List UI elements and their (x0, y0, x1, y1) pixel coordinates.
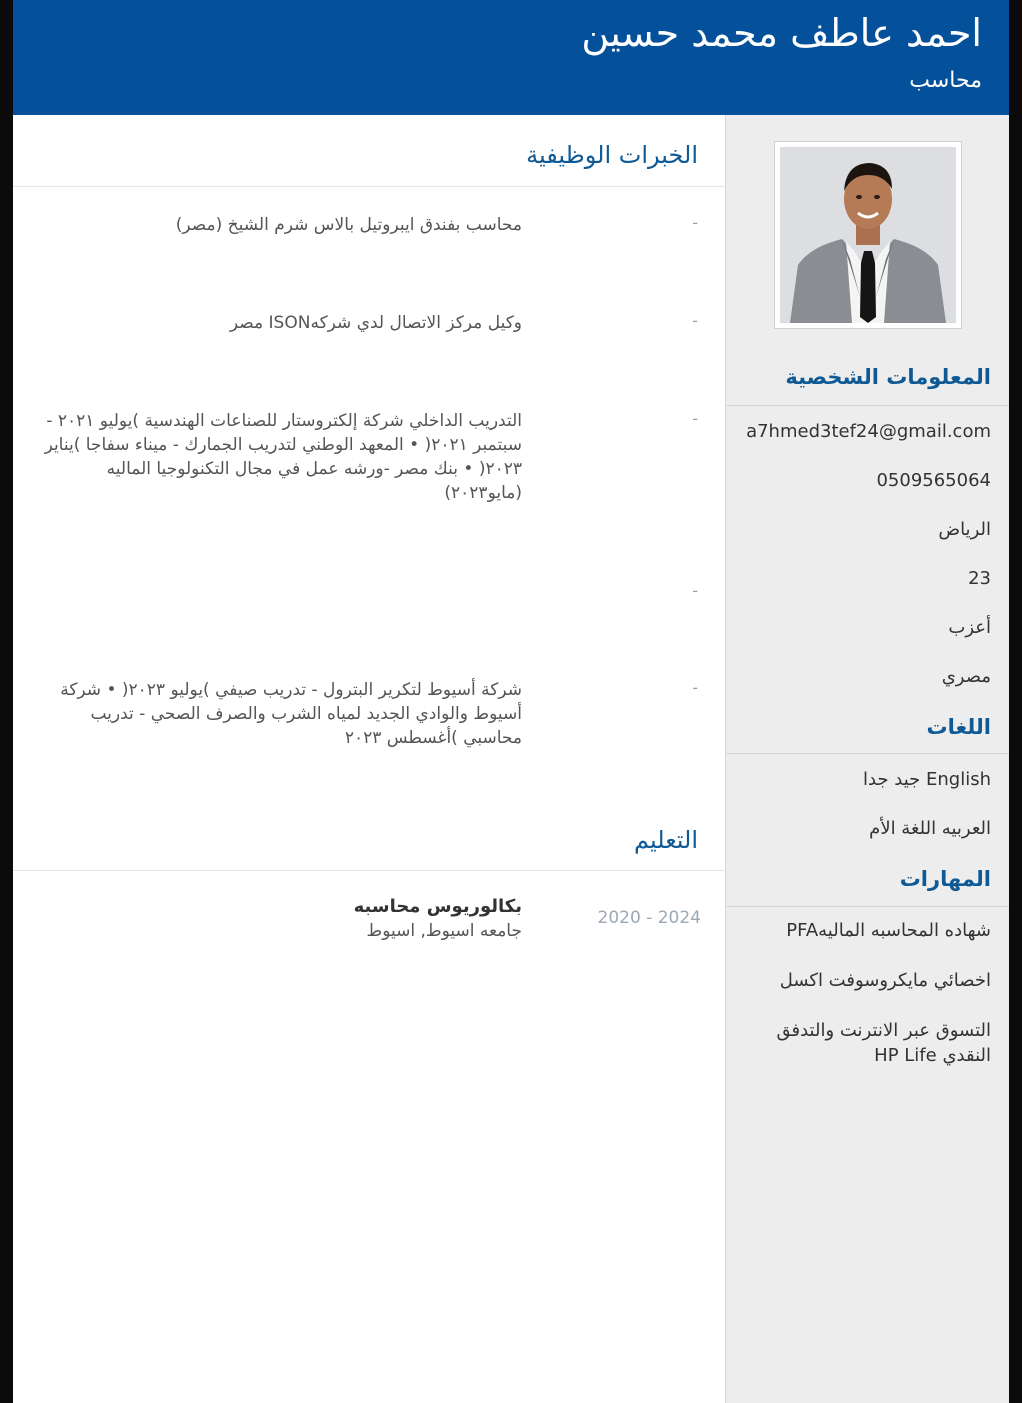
skill-item: التسوق عبر الانترنت والتدفق النقدي HP Life (776, 1020, 991, 1066)
personal-info-divider (726, 405, 1009, 406)
experience-text: وكيل مركز الاتصال لدي شركهISON مصر (229, 313, 522, 333)
experience-dash: - (692, 678, 698, 697)
education-degree: بكالوريوس محاسبه (353, 896, 522, 917)
skills-title: المهارات (899, 867, 991, 891)
languages-divider (726, 753, 1009, 754)
experience-text: محاسب بفندق ايبروتيل بالاس شرم الشيخ (مصر) (175, 215, 522, 235)
experience-section-title: الخبرات الوظيفية (526, 141, 698, 169)
personal-info-title: المعلومات الشخصية (785, 365, 991, 389)
experience-dash: - (692, 213, 698, 232)
experience-dash: - (692, 409, 698, 428)
main-column (13, 115, 725, 1403)
experience-text: شركة أسيوط لتكرير البترول - تدريب صيفي )يوليو ٢٠٢٣( • شركة أسيوط والوادي الجديد لمياه الشرب والصرف الصحي - تدريب محاسبي )أغسطس ٢٠٢٣ (60, 680, 522, 748)
city-value: الرياض (938, 519, 991, 540)
candidate-name: احمد عاطف محمد حسين (581, 11, 982, 55)
profile-photo (774, 141, 962, 329)
candidate-job-title: محاسب (909, 68, 982, 93)
language-item: English جيد جدا (862, 769, 991, 790)
language-item: العربيه اللغة الأم (869, 818, 991, 839)
education-years: 2020 - 2024 (597, 908, 701, 928)
experience-dash: - (692, 311, 698, 330)
resume-header (13, 0, 1009, 115)
experience-dash: - (692, 581, 698, 600)
resume-page (13, 0, 1009, 1403)
profile-photo-illustration (780, 147, 956, 323)
experience-text: التدريب الداخلي شركة إلكتروستار للصناعات الهندسية )يوليو ٢٠٢١ - سبتمبر ٢٠٢١( • المعهد الوطني لتدريب الجمارك - ميناء سفاجا )يناير ٢٠٢٣( • بنك مصر -ورشه عمل في مجال التكنولوجيا الماليه (مايو٢٠٢٣) (44, 411, 522, 503)
sidebar (725, 115, 1009, 1403)
skills-divider (726, 906, 1009, 907)
education-school: جامعه اسيوط, اسيوط (366, 921, 522, 941)
languages-title: اللغات (926, 715, 991, 739)
age-value: 23 (968, 568, 991, 589)
phone-value[interactable]: 0509565064 (876, 470, 991, 491)
email-value[interactable]: a7hmed3tef24@gmail.com (746, 421, 991, 442)
experience-divider (13, 186, 725, 187)
skill-item: شهاده المحاسبه الماليهPFA (786, 920, 991, 941)
marital-status-value: أعزب (948, 617, 991, 638)
skill-item: اخصائي مايكروسوفت اكسل (779, 970, 991, 991)
education-divider (13, 870, 725, 871)
nationality-value: مصري (941, 666, 991, 687)
education-section-title: التعليم (634, 826, 698, 854)
